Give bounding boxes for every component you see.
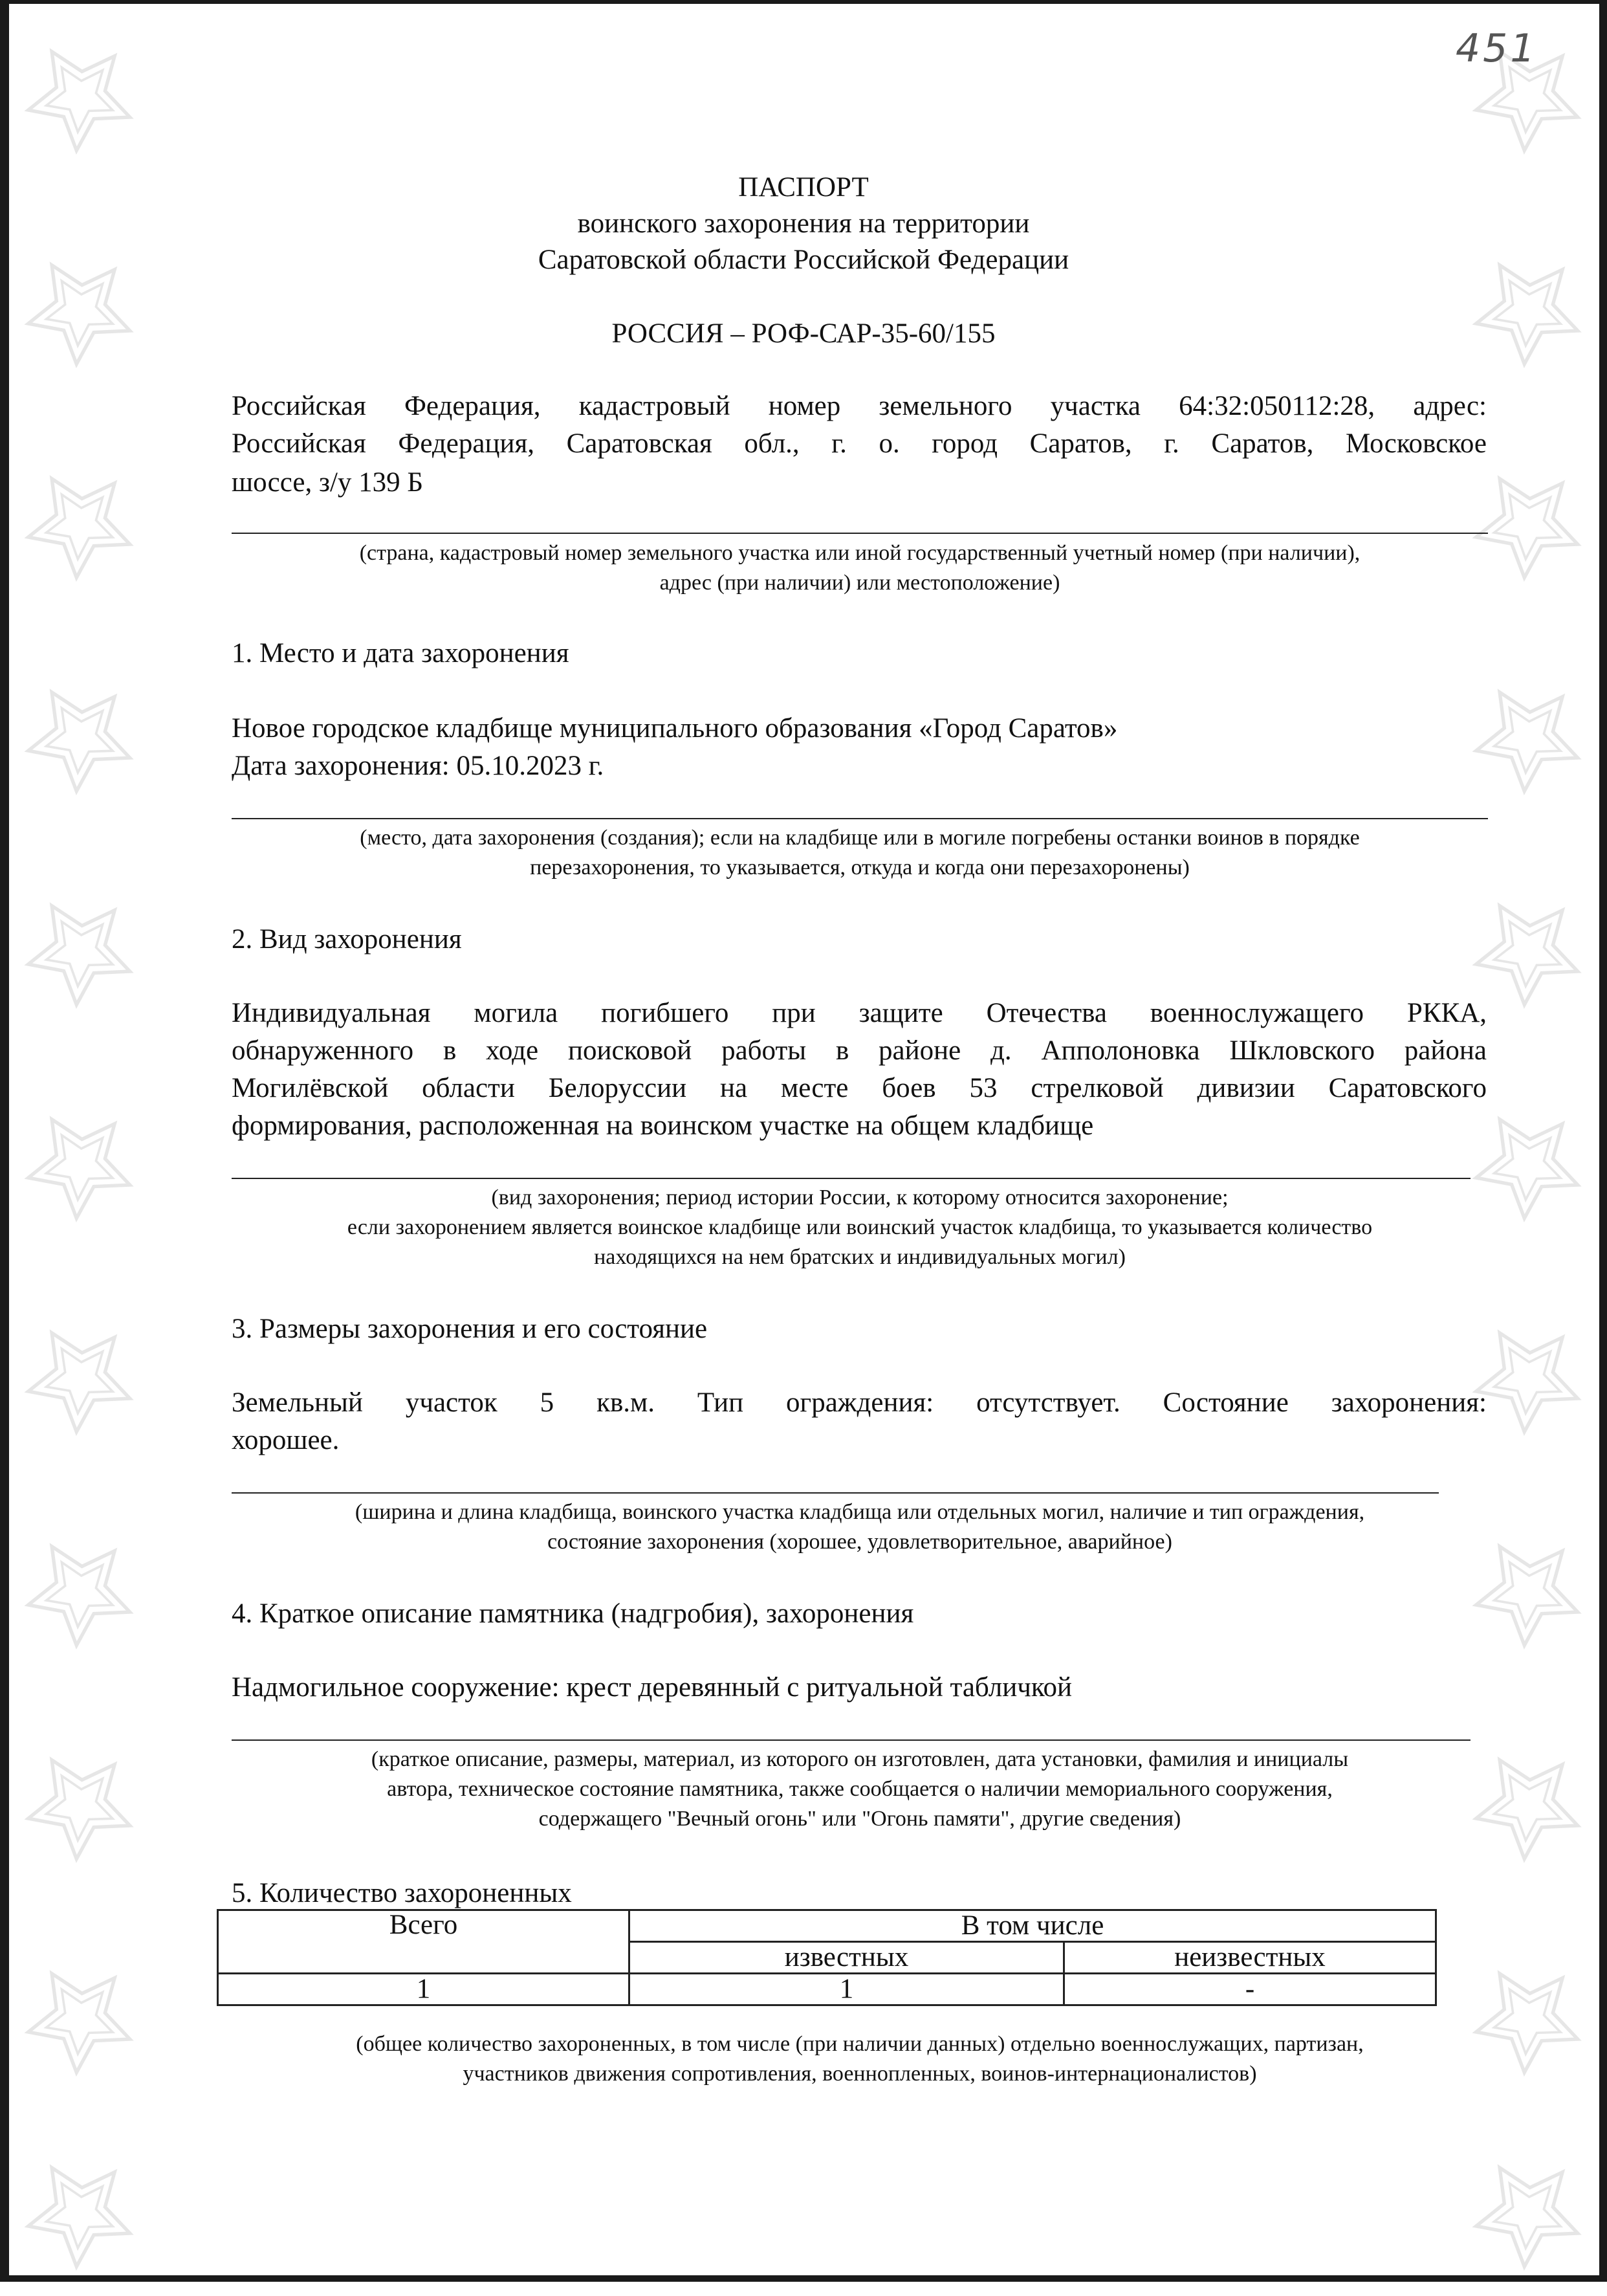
table-row [218, 1974, 1436, 2005]
header-known: известных [629, 1942, 1064, 1974]
watermark-logo [0, 1725, 160, 1886]
watermark-logo [0, 1298, 160, 1459]
watermark-logo [1448, 1298, 1607, 1459]
watermark-logo [1448, 2133, 1607, 2293]
section1-hint-1: (место, дата захоронения (создания); если на кладбище или в могиле погребены останки воинов в порядке [360, 826, 1360, 850]
section4-line-1: Надмогильное сооружение: крест деревянный с ритуальной табличкой [232, 1672, 1073, 1703]
section2-hint-2: если захоронением является воинское кладбище или воинский участок кладбища, то указывается количество [347, 1215, 1373, 1239]
document-subtitle-line1: воинского захоронения на территории [577, 208, 1030, 239]
header-unknown: неизвестных [1064, 1942, 1436, 1974]
cell-known: 1 [629, 1974, 1064, 2005]
burial-count-table [217, 1909, 1437, 2006]
section4-hint-3: содержащего "Вечный огонь" или "Огонь памяти", другие сведения) [538, 1807, 1181, 1831]
section1-hint-2: перезахоронения, то указывается, откуда и когда они перезахоронены) [530, 855, 1190, 879]
section5-hint-2: участников движения сопротивления, военнопленных, воинов-интернационалистов) [463, 2062, 1257, 2086]
section2-heading: 2. Вид захоронения [232, 924, 462, 955]
watermark-logo [1448, 657, 1607, 818]
document-title: ПАСПОРТ [738, 172, 869, 203]
section2-hint-1: (вид захоронения; период истории России, к которому относится захоронение; [491, 1186, 1229, 1209]
section2-line-4: формирования, расположенная на воинском участке на общем кладбище [232, 1110, 1094, 1141]
header-total: Всего [218, 1910, 629, 1974]
watermark-logo [0, 17, 160, 177]
section2-line-1: Индивидуальная могила погибшего при защите Отечества военнослужащего РККА, [232, 998, 1487, 1028]
section3-underline [232, 1492, 1439, 1494]
section1-line-1: Новое городское кладбище муниципального образования «Город Саратов» [232, 713, 1118, 744]
watermark-logo [0, 657, 160, 818]
header-including: В том числе [629, 1910, 1436, 1942]
section3-heading: 3. Размеры захоронения и его состояние [232, 1314, 708, 1344]
section1-underline [232, 818, 1488, 819]
section4-hint-2: автора, техническое состояние памятника, также сообщается о наличии мемориального сооружения, [387, 1777, 1333, 1801]
section3-line-2: хорошее. [232, 1425, 340, 1455]
table-header-row [218, 1910, 1436, 1942]
section4-underline [232, 1739, 1470, 1741]
watermark-logo [0, 1085, 160, 1245]
location-line-2: Российская Федерация, Саратовская обл., г. о. город Саратов, г. Саратов, Московское [232, 428, 1487, 459]
location-underline [232, 533, 1488, 534]
section5-heading: 5. Количество захороненных [232, 1878, 572, 1908]
location-line-1: Российская Федерация, кадастровый номер земельного участка 64:32:050112:28, адрес: [232, 391, 1487, 421]
section4-hint-1: (краткое описание, размеры, материал, из которого он изготовлен, дата установки, фамилия и инициалы [371, 1747, 1349, 1771]
section1-heading: 1. Место и дата захоронения [232, 638, 569, 668]
scan-border-bottom [0, 2275, 1607, 2282]
section2-hint-3: находящихся на нем братских и индивидуальных могил) [594, 1245, 1126, 1269]
watermark-logo [0, 444, 160, 604]
document-subtitle-line2: Саратовской области Российской Федерации [538, 245, 1069, 275]
watermark-logo [0, 871, 160, 1032]
cell-unknown: - [1064, 1974, 1436, 2005]
watermark-logo [0, 1939, 160, 2099]
watermark-logo [0, 1512, 160, 1672]
scan-border-top [0, 0, 1607, 4]
location-hint-1: (страна, кадастровый номер земельного участка или иной государственный учетный номер (при наличии), [359, 541, 1361, 565]
section4-heading: 4. Краткое описание памятника (надгробия), захоронения [232, 1598, 914, 1629]
section3-line-1: Земельный участок 5 кв.м. Тип ограждения: отсутствует. Состояние захоронения: [232, 1387, 1487, 1418]
cell-total: 1 [218, 1974, 629, 2005]
registry-code: РОССИЯ – РОФ-САР-35-60/155 [611, 318, 996, 349]
location-hint-2: адрес (при наличии) или местоположение) [659, 571, 1060, 595]
section2-line-3: Могилёвской области Белоруссии на месте боев 53 стрелковой дивизии Саратовского [232, 1073, 1487, 1103]
section5-hint-1: (общее количество захороненных, в том числе (при наличии данных) отдельно военнослужащих, партизан, [356, 2032, 1364, 2056]
page-number: 451 [1456, 26, 1538, 71]
section2-line-2: обнаруженного в ходе поисковой работы в районе д. Апполоновка Шкловского района [232, 1035, 1487, 1066]
section3-hint-2: состояние захоронения (хорошее, удовлетворительное, аварийное) [547, 1530, 1172, 1554]
location-line-3: шоссе, з/у 139 Б [232, 467, 424, 498]
section3-hint-1: (ширина и длина кладбища, воинского участка кладбища или отдельных могил, наличие и тип ограждения, [355, 1500, 1365, 1524]
section2-underline [232, 1178, 1470, 1179]
section1-line-2: Дата захоронения: 05.10.2023 г. [232, 751, 604, 781]
watermark-logo [0, 2133, 160, 2293]
